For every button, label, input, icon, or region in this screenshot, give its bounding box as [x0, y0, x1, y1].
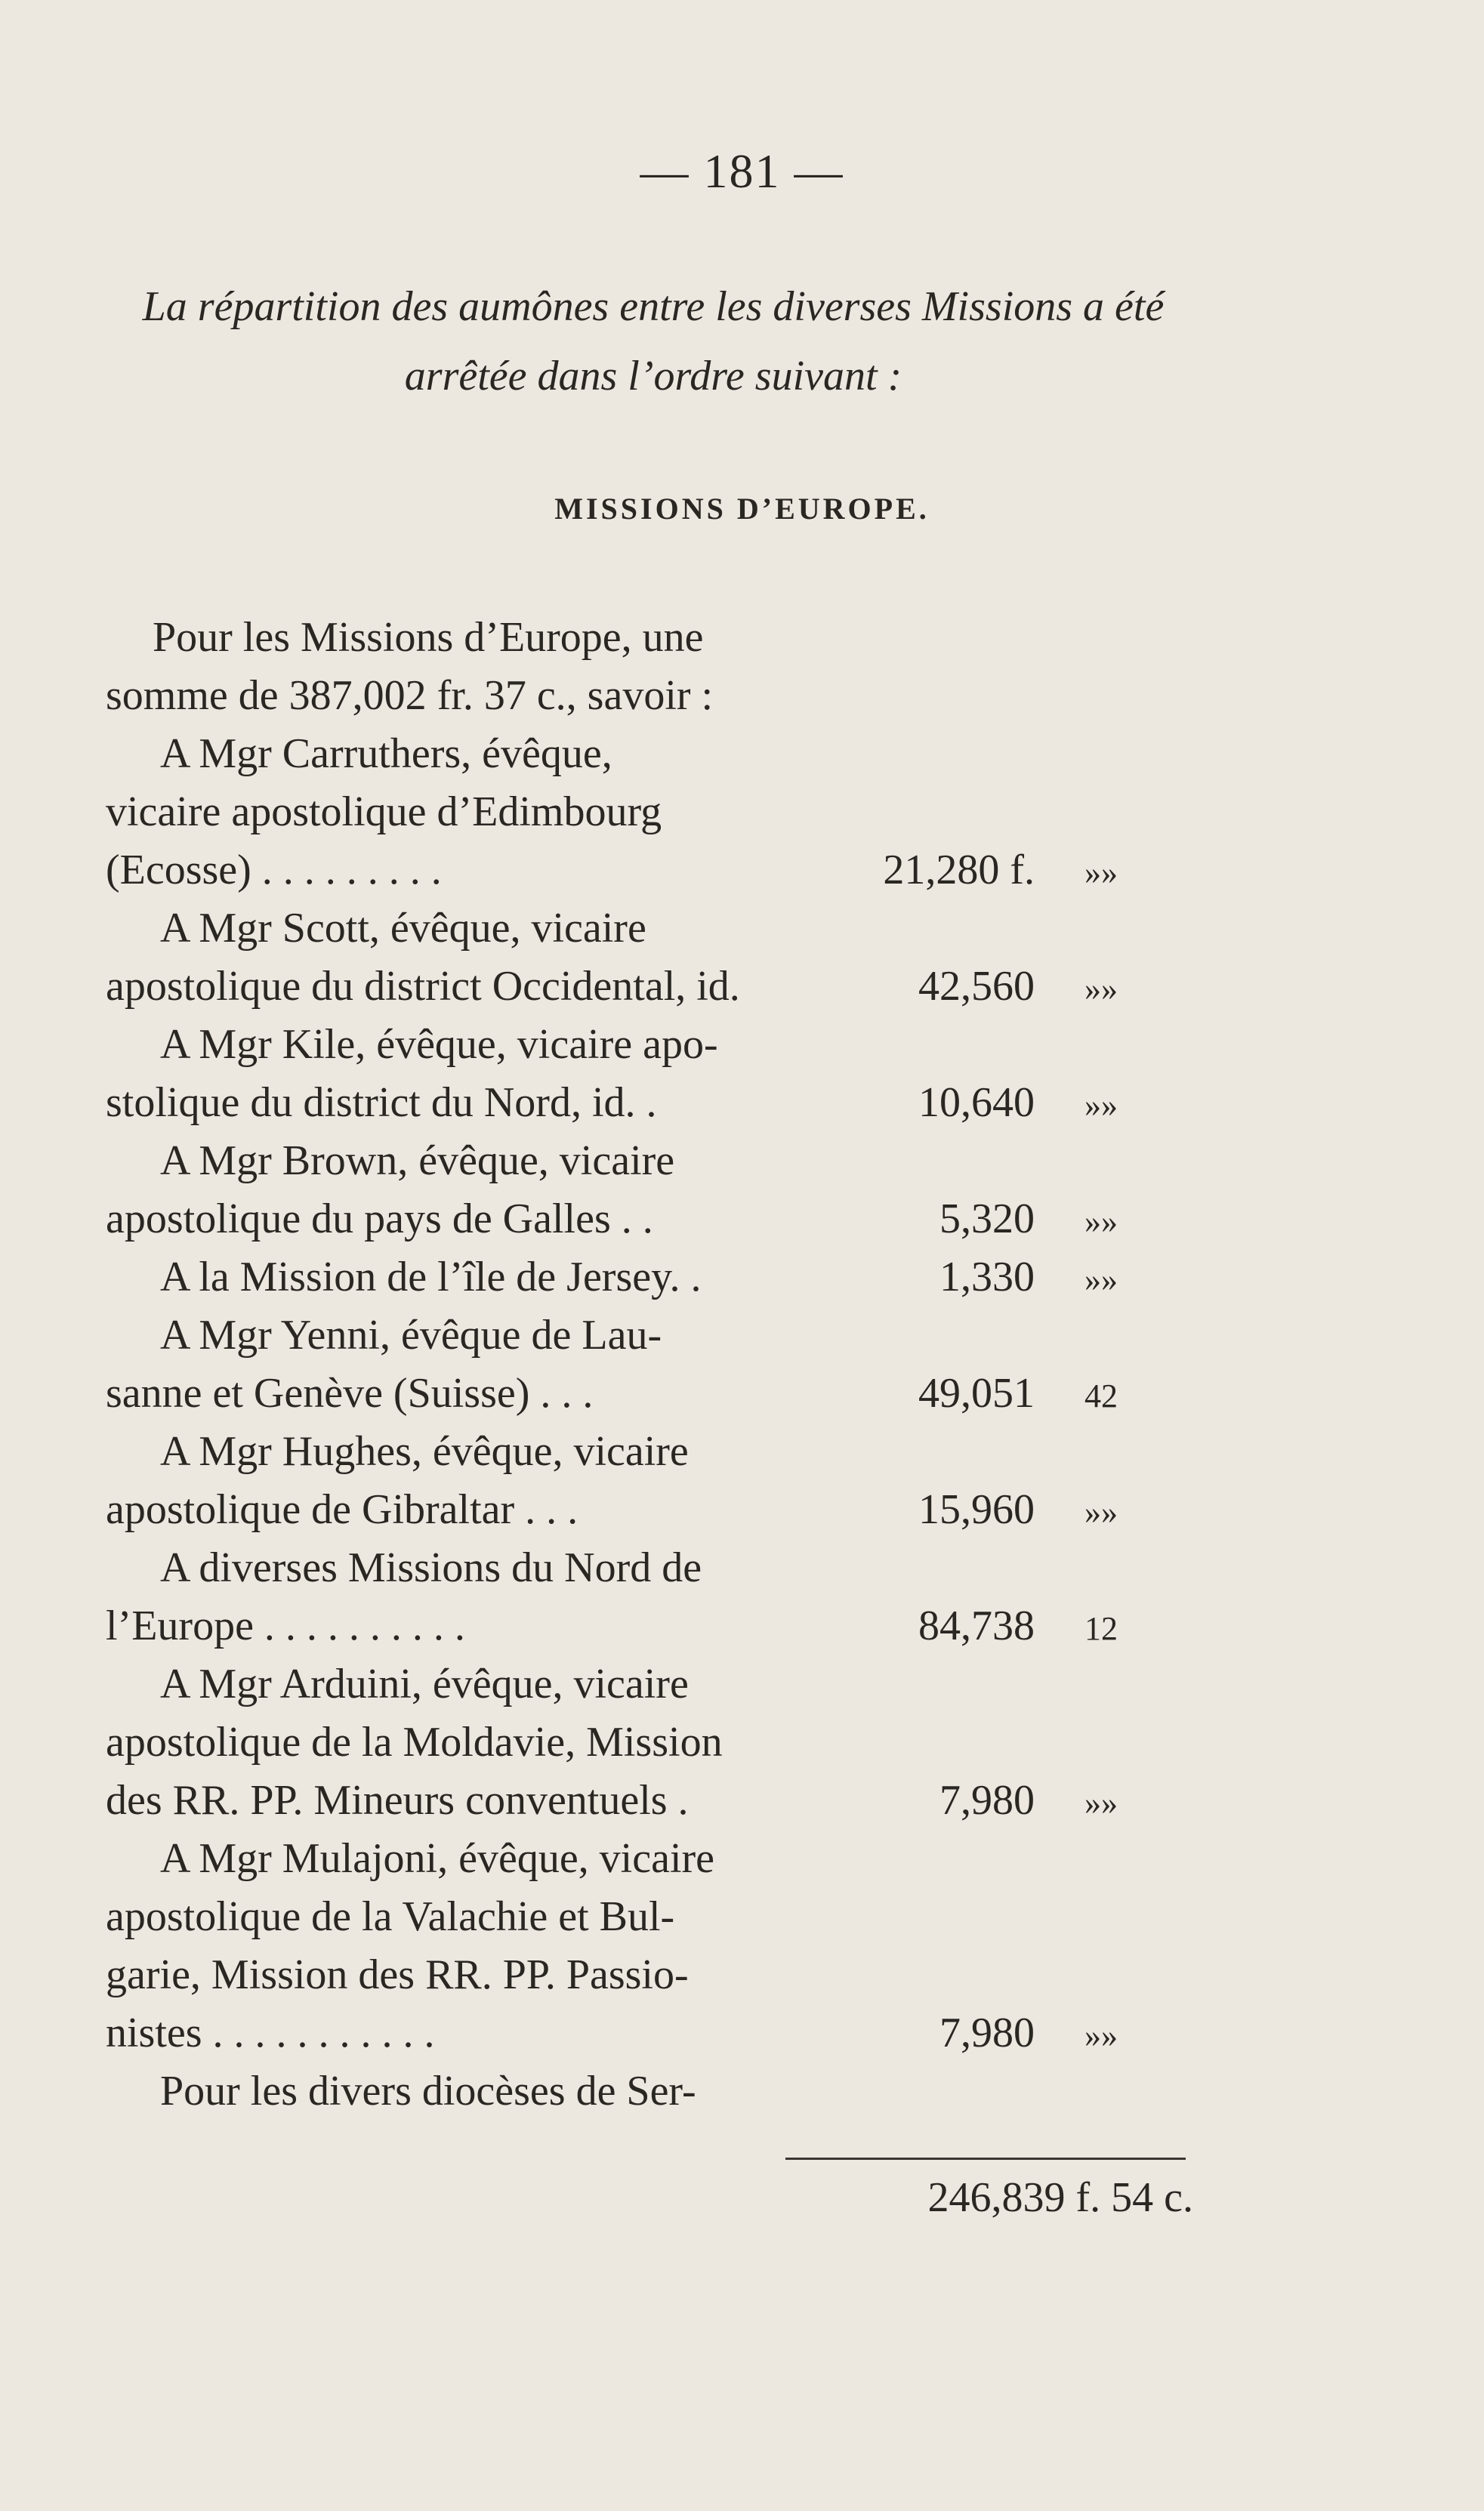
- intro-line-1: La répartition des aumônes entre les diverses Missions a été: [142, 283, 1165, 330]
- amount-centimes: »»: [1084, 970, 1118, 1007]
- entry-description: [106, 1248, 763, 1306]
- entry-line: A Mgr Carruthers, évêque,: [160, 730, 612, 777]
- entry-line: A la Mission de l’île de Jersey. .: [160, 1254, 702, 1300]
- entry-line: stolique du district du Nord, id. .: [106, 1079, 657, 1126]
- entry-line: apostolique du district Occidental, id.: [106, 963, 740, 1010]
- amount-francs: 7,980: [939, 1777, 1035, 1824]
- entry-description: [106, 899, 763, 1016]
- entry-amount: [861, 1190, 1148, 1251]
- entry-description: [106, 1132, 763, 1248]
- entry-line: A Mgr Scott, évêque, vicaire: [160, 905, 646, 952]
- entry-amount: [861, 1365, 1148, 1425]
- page-number: — 181 —: [640, 144, 844, 198]
- entry-amount: [861, 1597, 1148, 1658]
- amount-francs: 21,280 f.: [883, 847, 1035, 893]
- entry-description: [106, 2062, 763, 2121]
- entry-line: apostolique de la Moldavie, Mission: [106, 1719, 723, 1766]
- allocation-entry: [106, 1016, 1193, 1132]
- entry-line: A Mgr Brown, évêque, vicaire: [160, 1137, 675, 1184]
- entry-description: [106, 1306, 763, 1423]
- total-amount: 246,839 f. 54 c.: [927, 2174, 1193, 2221]
- entry-amount: [861, 2004, 1148, 2065]
- amount-centimes: »»: [1084, 1494, 1118, 1531]
- entry-line: A Mgr Yenni, évêque de Lau-: [160, 1312, 662, 1359]
- allocation-entry: [106, 1539, 1193, 1655]
- entry-line: l’Europe . . . . . . . . . .: [106, 1603, 465, 1649]
- entry-description: [106, 1830, 763, 2062]
- amount-centimes: »»: [1084, 1203, 1118, 1240]
- allocation-entry: [106, 1248, 1193, 1306]
- entry-amount: [861, 958, 1148, 1018]
- entry-amount: [861, 1772, 1148, 1832]
- amount-centimes: »»: [1084, 854, 1118, 891]
- amount-francs: 1,330: [939, 1254, 1035, 1300]
- allocation-entry: [106, 1132, 1193, 1248]
- amount-centimes: »»: [1084, 2017, 1118, 2054]
- allocation-entry: [106, 899, 1193, 1016]
- amount-francs: 10,640: [918, 1079, 1035, 1126]
- amount-centimes: »»: [1084, 1087, 1118, 1124]
- entry-description: [106, 1539, 763, 1655]
- entry-line: A Mgr Kile, évêque, vicaire apo-: [160, 1021, 718, 1068]
- amount-centimes: 42: [1084, 1377, 1118, 1414]
- section-title: MISSIONS D’EUROPE.: [554, 492, 930, 526]
- entry-line: garie, Mission des RR. PP. Passio-: [106, 1951, 689, 1998]
- entry-line: apostolique de Gibraltar . . .: [106, 1486, 578, 1533]
- entry-line: apostolique de la Valachie et Bul-: [106, 1893, 675, 1940]
- entry-description: [106, 1655, 763, 1830]
- allocation-entry: [106, 2062, 1193, 2121]
- amount-francs: 7,980: [939, 2010, 1035, 2056]
- entry-amount: [861, 1481, 1148, 1541]
- amount-centimes: »»: [1084, 1261, 1118, 1298]
- entry-amount: [861, 1074, 1148, 1134]
- intro-line-2: arrêtée dans l’ordre suivant :: [404, 353, 902, 399]
- entry-line: nistes . . . . . . . . . . .: [106, 2010, 435, 2056]
- total-rule: [785, 2158, 1186, 2160]
- allocation-entry: [106, 1306, 1193, 1423]
- amount-centimes: »»: [1084, 1785, 1118, 1822]
- entry-description: [106, 1016, 763, 1132]
- entry-line: A Mgr Mulajoni, évêque, vicaire: [160, 1835, 715, 1882]
- opening-line-1: Pour les Missions d’Europe, une: [153, 614, 704, 661]
- opening-line-2: somme de 387,002 fr. 37 c., savoir :: [106, 672, 714, 719]
- entry-amount: [861, 1248, 1148, 1309]
- entry-description: [106, 725, 763, 899]
- amount-francs: 15,960: [918, 1486, 1035, 1533]
- allocation-entry: [106, 1655, 1193, 1830]
- entry-line: (Ecosse) . . . . . . . . .: [106, 847, 442, 893]
- amount-francs: 49,051: [918, 1370, 1035, 1417]
- entry-line: A diverses Missions du Nord de: [160, 1544, 702, 1591]
- allocation-entry: [106, 1830, 1193, 2062]
- amount-francs: 42,560: [918, 963, 1035, 1010]
- entry-line: des RR. PP. Mineurs conventuels .: [106, 1777, 689, 1824]
- amount-francs: 5,320: [939, 1195, 1035, 1242]
- entry-line: A Mgr Arduini, évêque, vicaire: [160, 1661, 689, 1707]
- entry-line: apostolique du pays de Galles . .: [106, 1195, 653, 1242]
- allocation-entry: [106, 1423, 1193, 1539]
- entry-line: vicaire apostolique d’Edimbourg: [106, 788, 662, 835]
- intro-paragraph: [106, 272, 1201, 411]
- amount-francs: 84,738: [918, 1603, 1035, 1649]
- entry-line: sanne et Genève (Suisse) . . .: [106, 1370, 594, 1417]
- entry-line: Pour les divers diocèses de Ser-: [160, 2068, 696, 2115]
- opening-paragraph: [106, 609, 763, 725]
- entry-line: A Mgr Hughes, évêque, vicaire: [160, 1428, 689, 1475]
- amount-centimes: 12: [1084, 1610, 1118, 1647]
- allocation-entry: [106, 725, 1193, 899]
- entry-amount: [861, 841, 1148, 902]
- entry-description: [106, 1423, 763, 1539]
